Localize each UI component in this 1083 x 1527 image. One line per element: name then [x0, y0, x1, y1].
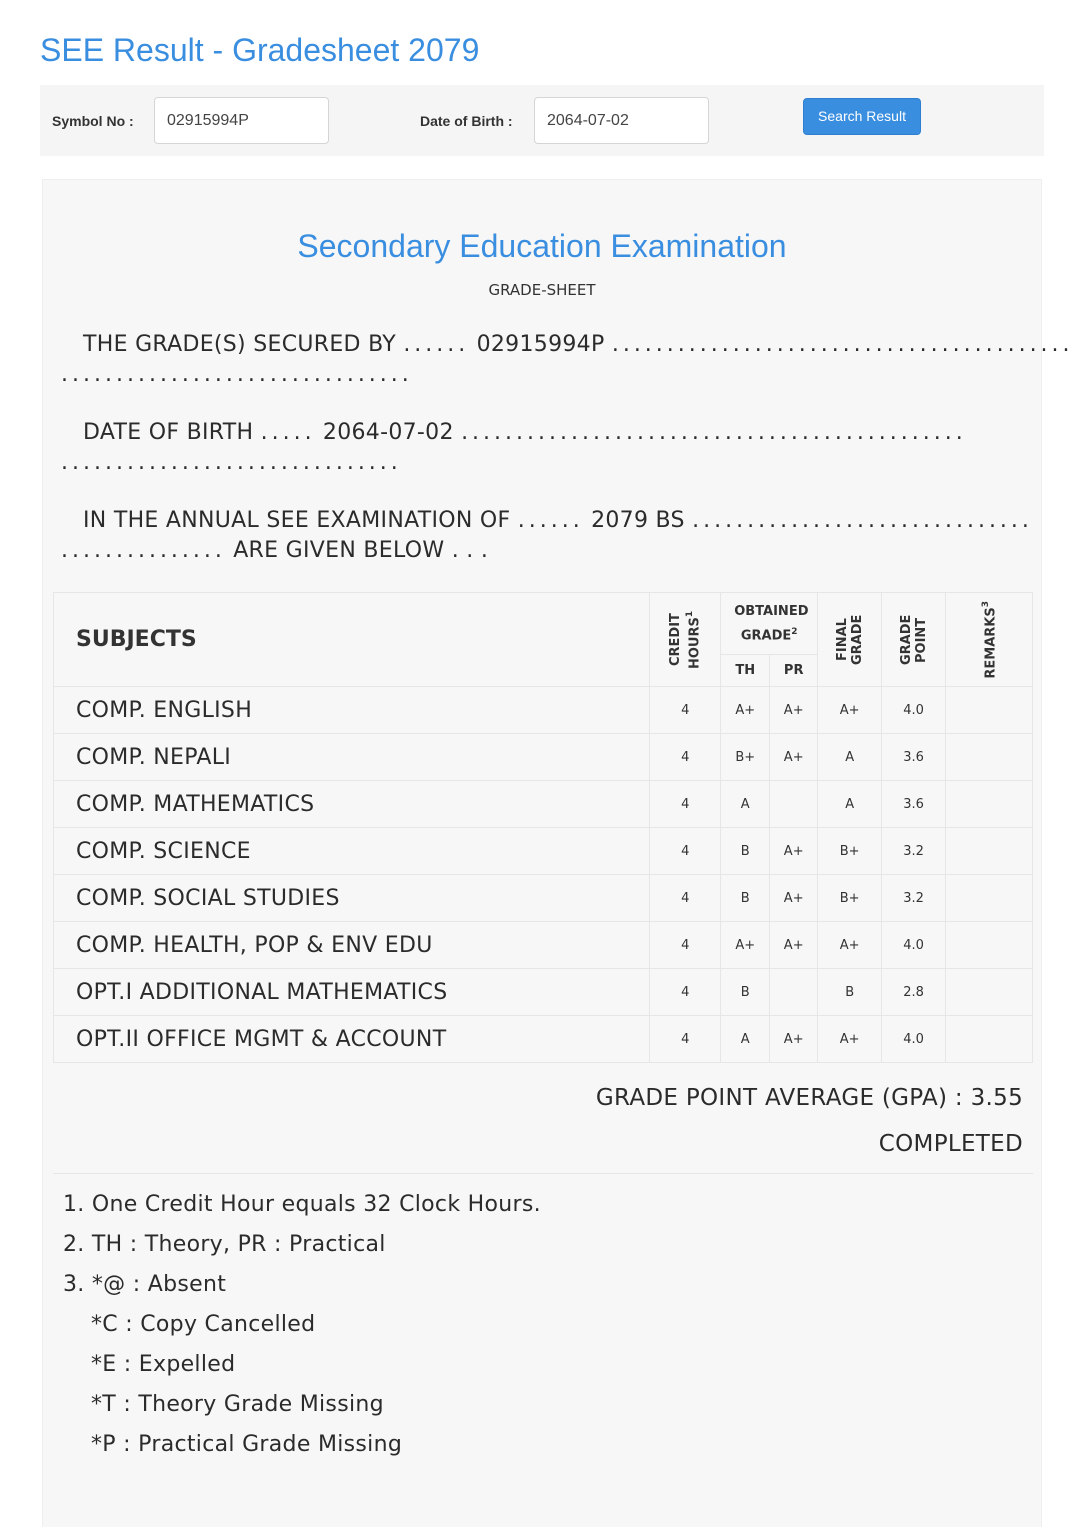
result-status: COMPLETED	[878, 1131, 1023, 1157]
symbol-no-label: Symbol No :	[52, 113, 134, 129]
subject-cell: COMP. MATHEMATICS	[54, 781, 650, 828]
final-grade-cell: A+	[818, 687, 882, 734]
credit-hours-cell: 4	[650, 922, 721, 969]
grade-point-cell: 3.6	[882, 734, 946, 781]
grade-point-cell: 2.8	[882, 969, 946, 1016]
note-item: *C : Copy Cancelled	[91, 1312, 316, 1337]
remarks-cell	[946, 734, 1033, 781]
note-item: 1. One Credit Hour equals 32 Clock Hours.	[63, 1192, 541, 1217]
grade-point-cell: 4.0	[882, 1016, 946, 1063]
table-row	[54, 734, 1033, 781]
final-grade-label: FINAL GRADE	[834, 614, 865, 665]
practical-grade-cell: A+	[770, 875, 818, 922]
credit-hours-cell: 4	[650, 875, 721, 922]
grades-table	[53, 592, 1033, 1063]
theory-grade-cell: B+	[721, 734, 770, 781]
secured-by-value: 02915994P	[476, 332, 605, 357]
search-form	[40, 85, 1044, 156]
practical-grade-cell	[770, 781, 818, 828]
practical-grade-cell: A+	[770, 828, 818, 875]
credit-hours-cell: 4	[650, 828, 721, 875]
remarks-header	[946, 593, 1033, 687]
gpa-text: GRADE POINT AVERAGE (GPA) : 3.55	[595, 1085, 1023, 1111]
note-item: *E : Expelled	[91, 1352, 236, 1377]
remarks-cell	[946, 875, 1033, 922]
credit-hours-label: CREDIT HOURS	[668, 613, 703, 669]
note-item: *T : Theory Grade Missing	[91, 1392, 384, 1417]
grade-point-cell: 3.2	[882, 828, 946, 875]
final-grade-cell: A	[818, 734, 882, 781]
obtained-grade-label: OBTAINED GRADE	[734, 603, 809, 644]
credit-hours-header	[650, 593, 721, 687]
grade-sheet	[42, 179, 1074, 1527]
practical-grade-cell	[770, 969, 818, 1016]
secured-by-label: THE GRADE(S) SECURED BY	[83, 332, 397, 357]
subject-cell: COMP. SOCIAL STUDIES	[54, 875, 650, 922]
final-grade-cell: B	[818, 969, 882, 1016]
final-grade-header	[818, 593, 882, 687]
exam-statement: IN THE ANNUAL SEE EXAMINATION OF ...... 2079 BS ............................... ............... ARE GIVEN BELOW . . .	[61, 508, 1033, 563]
dob-statement-label: DATE OF BIRTH	[83, 420, 254, 445]
credit-hours-cell: 4	[650, 969, 721, 1016]
table-row	[54, 875, 1033, 922]
note-item: 2. TH : Theory, PR : Practical	[63, 1232, 386, 1257]
remarks-cell	[946, 828, 1033, 875]
obtained-grade-footnote: 2	[791, 626, 798, 637]
credit-hours-cell: 4	[650, 734, 721, 781]
subjects-header: SUBJECTS	[54, 593, 650, 687]
remarks-footnote: 3	[981, 600, 992, 607]
gpa-section	[53, 1062, 1033, 1174]
grade-point-label: GRADE POINT	[898, 614, 929, 665]
pr-header: PR	[770, 655, 818, 687]
subject-cell: OPT.II OFFICE MGMT & ACCOUNT	[54, 1016, 650, 1063]
subject-cell: COMP. ENGLISH	[54, 687, 650, 734]
given-below-text: ARE GIVEN BELOW . . .	[233, 538, 489, 563]
th-header: TH	[721, 655, 770, 687]
final-grade-cell: A+	[818, 1016, 882, 1063]
remarks-cell	[946, 922, 1033, 969]
subject-cell: COMP. HEALTH, POP & ENV EDU	[54, 922, 650, 969]
note-item: *P : Practical Grade Missing	[91, 1432, 403, 1457]
page-title: SEE Result - Gradesheet 2079	[40, 32, 480, 68]
table-row	[54, 1016, 1033, 1063]
final-grade-cell: B+	[818, 828, 882, 875]
table-row	[54, 687, 1033, 734]
credit-hours-cell: 4	[650, 781, 721, 828]
theory-grade-cell: B	[721, 828, 770, 875]
grade-point-cell: 3.2	[882, 875, 946, 922]
remarks-cell	[946, 687, 1033, 734]
remarks-cell	[946, 1016, 1033, 1063]
grade-point-cell: 4.0	[882, 922, 946, 969]
practical-grade-cell: A+	[770, 922, 818, 969]
subject-cell: COMP. SCIENCE	[54, 828, 650, 875]
table-row	[54, 828, 1033, 875]
dob-statement-value: 2064-07-02	[322, 420, 454, 445]
grade-point-header	[882, 593, 946, 687]
remarks-cell	[946, 969, 1033, 1016]
exam-statement-label: IN THE ANNUAL SEE EXAMINATION OF	[83, 508, 511, 533]
theory-grade-cell: A+	[721, 687, 770, 734]
notes-list	[63, 1190, 541, 1470]
credit-hours-footnote: 1	[685, 610, 696, 617]
theory-grade-cell: B	[721, 875, 770, 922]
table-row	[54, 922, 1033, 969]
exam-year: 2079 BS	[591, 508, 685, 533]
practical-grade-cell: A+	[770, 687, 818, 734]
credit-hours-cell: 4	[650, 687, 721, 734]
table-row	[54, 781, 1033, 828]
grade-point-cell: 3.6	[882, 781, 946, 828]
final-grade-cell: B+	[818, 875, 882, 922]
theory-grade-cell: B	[721, 969, 770, 1016]
dob-label: Date of Birth :	[420, 113, 513, 129]
subject-cell: COMP. NEPALI	[54, 734, 650, 781]
note-item: 3. *@ : Absent	[63, 1272, 227, 1297]
subject-cell: OPT.I ADDITIONAL MATHEMATICS	[54, 969, 650, 1016]
theory-grade-cell: A	[721, 1016, 770, 1063]
secured-by-statement: THE GRADE(S) SECURED BY ...... 02915994P .......................................... ................................	[61, 332, 1074, 387]
exam-title: Secondary Education Examination	[297, 228, 787, 264]
search-result-button[interactable]: Search Result	[803, 98, 921, 135]
practical-grade-cell: A+	[770, 734, 818, 781]
symbol-no-input[interactable]: 02915994P	[154, 97, 329, 144]
theory-grade-cell: A+	[721, 922, 770, 969]
practical-grade-cell: A+	[770, 1016, 818, 1063]
remarks-label: REMARKS	[983, 606, 999, 679]
final-grade-cell: A+	[818, 922, 882, 969]
credit-hours-cell: 4	[650, 1016, 721, 1063]
sheet-subtitle: GRADE-SHEET	[488, 281, 596, 299]
obtained-grade-header	[721, 593, 818, 655]
dob-input[interactable]: 2064-07-02	[534, 97, 709, 144]
grade-point-cell: 4.0	[882, 687, 946, 734]
dob-statement: DATE OF BIRTH ..... 2064-07-02 .............................................. ...............................	[61, 420, 967, 475]
theory-grade-cell: A	[721, 781, 770, 828]
table-row	[54, 969, 1033, 1016]
remarks-cell	[946, 781, 1033, 828]
final-grade-cell: A	[818, 781, 882, 828]
